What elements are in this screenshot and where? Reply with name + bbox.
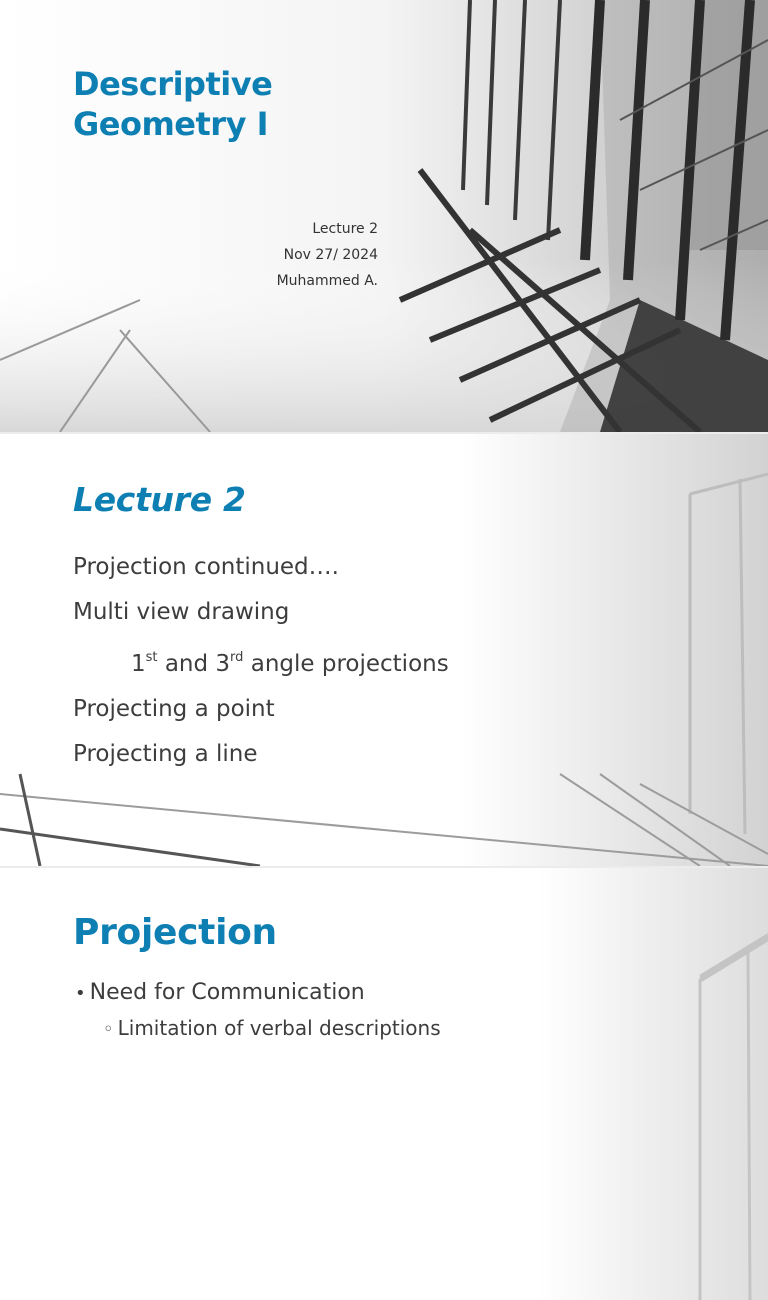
subtitle-author: Muhammed A. bbox=[276, 273, 378, 289]
list-item: Multi view drawing bbox=[73, 599, 290, 625]
bullet-icon: ◦ bbox=[103, 1019, 114, 1040]
slide-subtitle bbox=[277, 216, 378, 294]
projection-slide[interactable] bbox=[0, 868, 768, 1040]
bullet-list bbox=[75, 976, 441, 1047]
list-item bbox=[73, 635, 449, 687]
ordinal-number: 1 bbox=[131, 651, 146, 677]
agenda-list bbox=[73, 545, 449, 777]
title-line-2: Geometry I bbox=[73, 105, 268, 143]
list-item bbox=[75, 976, 441, 1011]
ordinal-suffix: st bbox=[145, 650, 158, 665]
slide-title bbox=[73, 64, 272, 144]
list-item: Projection continued…. bbox=[73, 554, 339, 580]
title-slide[interactable] bbox=[0, 0, 768, 432]
list-item: Projecting a point bbox=[73, 696, 275, 722]
title-line-1: Descriptive bbox=[73, 65, 273, 103]
bullet-icon: • bbox=[75, 983, 86, 1004]
list-item-text: Limitation of verbal descriptions bbox=[117, 1016, 441, 1040]
list-item-text: Need for Communication bbox=[89, 980, 365, 1005]
subtitle-lecture: Lecture 2 bbox=[312, 221, 378, 237]
subtitle-date: Nov 27/ 2024 bbox=[283, 247, 378, 263]
agenda-slide[interactable] bbox=[0, 434, 768, 866]
list-item bbox=[75, 1011, 441, 1047]
list-item: Projecting a line bbox=[73, 741, 258, 767]
slide-title: Projection bbox=[73, 912, 277, 953]
slide-title: Lecture 2 bbox=[73, 480, 246, 519]
list-item-text: and 3 bbox=[157, 651, 231, 677]
ordinal-suffix: rd bbox=[230, 650, 244, 665]
list-item-text: angle projections bbox=[243, 651, 449, 677]
